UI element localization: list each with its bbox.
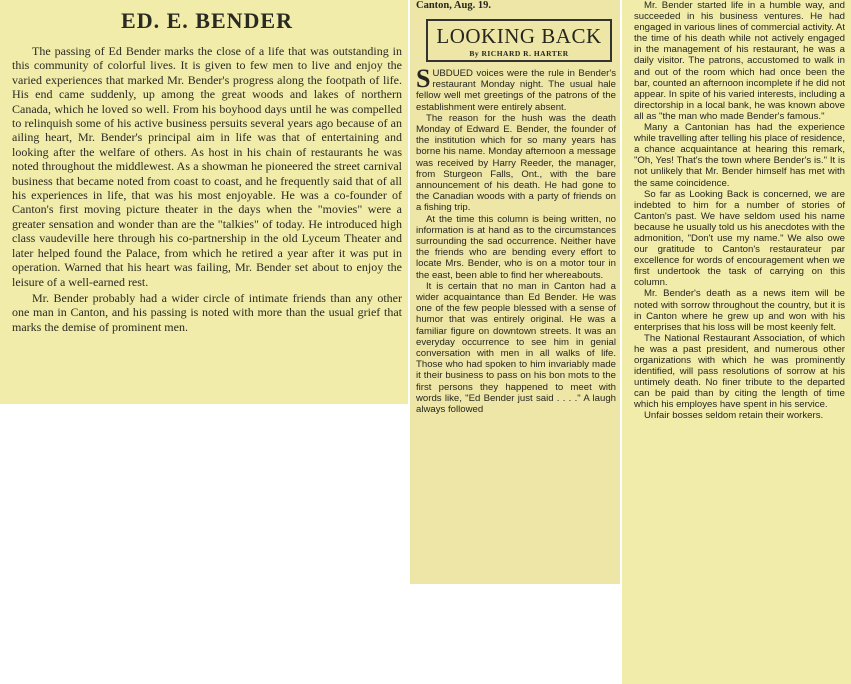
editorial-paragraph: The passing of Ed Bender marks the close of a life that was outstanding in this community of colorful lives. It is given to few men to live and enjoy the varied experiences that marked Mr. Bender's progress along the footpath of life. His end came suddenly, up among the great woods and lakes of northern Canada, which he loved so well. From his boyhood days until he was compelled to relinquish some of his active business persuits several years ago because of an ailing heart, Mr. Bender's principal aim in life was that of entertaining and looking after the welfare of others. As host in his chain of restaurants he was noted throughout the middlewest. As a showman he pioneered the street carnival business that became noted from coast to coast, and he frequently said that of all his experiences in life, that was his most enjoyable. He was a co-founder of Canton's first moving picture theater in the days when the "movies" were a greater sensation and wonder than are the "talkies" of today. He introduced high class vaudeville here through his co-partnership in the old Lyceum Theater and later helped found the Palace, from which he retired a year after it was put in operation. Warned that his heart was failing, Mr. Bender set about to enjoy the leisure of a well-earned rest. [12, 44, 402, 289]
editorial-title: ED. E. BENDER [121, 8, 293, 33]
byline: By RICHARD R. HARTER [469, 49, 569, 58]
editorial-clipping [0, 0, 408, 404]
paragraph-text: UBDUED voices were the rule in Bender's restaurant Monday night. The usual hale fellow well met greetings of the patrons of the establishment were entirely absent. [416, 68, 616, 113]
continuation-paragraph: The National Restaurant Association, of which he was a past president, and numerous other organizations with which he was prominently identified, will pass resolutions of sorrow at his untimely death. No finer tribute to the departed can be paid than by citing the length of time which his employes have spent in his service. [634, 332, 845, 411]
continuation-clipping [622, 0, 851, 684]
masthead-title: LOOKING BACK [436, 24, 602, 48]
column-paragraph: It is certain that no man in Canton had a wider acquaintance than Ed Bender. He was one of the few people blessed with a sense of humor that was entirely original. He was a familiar figure on downtown streets. It was an everyday occurrence to see him in genial conversation with men in all walks of life. Those who had spoken to him invariably made it their business to pass on his bon mots to the first persons they happened to meet with words like, "Ed Bender just said . . . ." A laugh always followed [416, 280, 616, 416]
column-masthead [426, 19, 612, 62]
continuation-paragraph: So far as Looking Back is concerned, we are indebted to him for a number of stories of Canton's past. We have seldom used his name because he usually told us his anecdotes with the admonition, "Don't use my name." We also owe our gratitude to Canton's restaurateur par excellence for words of encouragement when we first undertook the task of carrying on this column. [634, 188, 845, 289]
continuation-paragraph: Many a Cantonian has had the experience while travelling after telling his place of residence, a chance acquaintance at hearing this remark, "Oh, Yes! That's the town where Bender's is." It is not unlikely that Mr. Bender himself has met with the same coincidence. [634, 122, 845, 189]
editorial-paragraph: Mr. Bender probably had a wider circle of intimate friends than any other one man in Canton, and his passing is noted with more than the usual grief that marks the demise of prominent men. [12, 290, 402, 334]
column-paragraph [416, 64, 616, 113]
column-paragraph: At the time this column is being written, no information is at hand as to the circumstances surrounding the sad occurrence. Neither have the friends who are bending every effort to locate Mrs. Bender, who is on a motor tour in the east, been able to find her whereabouts. [416, 213, 616, 281]
continuation-paragraph: Mr. Bender started life in a humble way, and succeeded in his business ventures. He had engaged in various lines of commercial activity. At the time of his death while not actively engaged in the management of his restaurant, he was a daily visitor. The patrons, accustomed to walk in and out of the room which had once been the bar, counted an afternoon incomplete if he did not appear. In spite of his varied interests, including a directorship in a local bank, he was known above all as "the man who made Bender's famous." [634, 0, 845, 122]
drop-cap: S [416, 64, 431, 93]
dateline: Canton, Aug. 19. [416, 0, 491, 11]
continuation-paragraph: Mr. Bender's death as a news item will be noted with sorrow throughout the country, but it is in Canton where he grew up and won with his enterprises that his loss will be most keenly felt. [634, 288, 845, 333]
looking-back-clipping [410, 0, 620, 584]
column-paragraph: The reason for the hush was the death Monday of Edward E. Bender, the founder of the institution which for so many years has borne his name. Monday afternoon a message was received by Harry Reeder, the manager, from Sturgeon Falls, Ont., with the bare announcement of his death. He had gone to the Canadian woods with a party of friends on a fishing trip. [416, 112, 616, 214]
continuation-paragraph: Unfair bosses seldom retain their workers. [644, 410, 824, 422]
